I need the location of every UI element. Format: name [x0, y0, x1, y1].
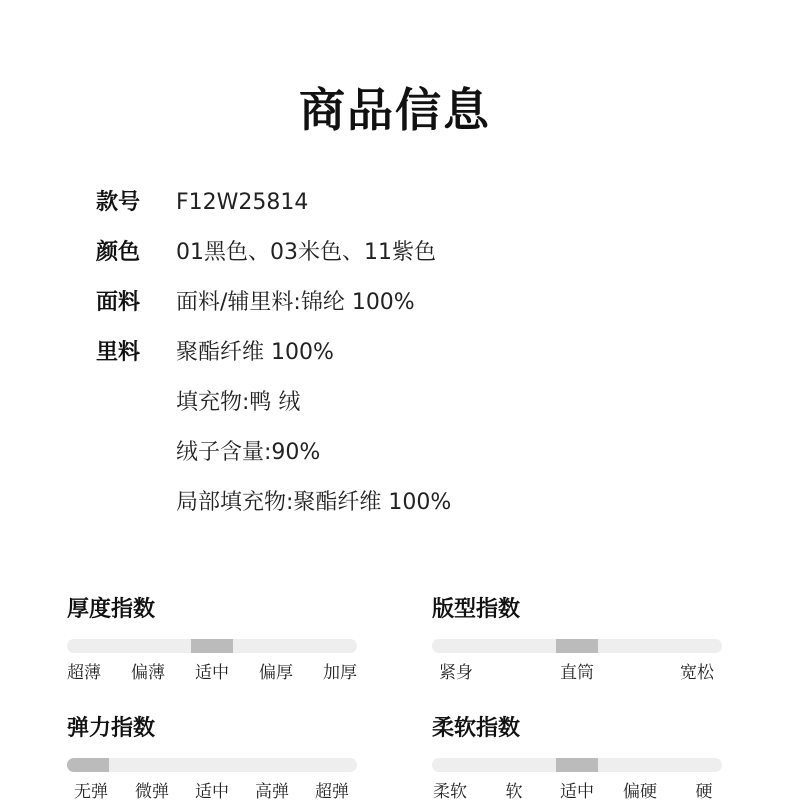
index-track	[67, 639, 357, 653]
index-ticks	[67, 780, 357, 804]
index-title: 柔软指数	[432, 716, 521, 741]
index-tick: 适中	[195, 663, 229, 683]
index-track	[432, 639, 722, 653]
info-value: 聚酯纤维 100%	[176, 340, 334, 365]
index-selected-segment	[556, 758, 598, 772]
info-value: 01黑色、03米色、11紫色	[176, 240, 436, 265]
index-tick: 偏薄	[131, 663, 165, 683]
index-tick: 超薄	[67, 663, 101, 683]
info-value: 填充物:鸭 绒	[176, 390, 301, 415]
info-value: 局部填充物:聚酯纤维 100%	[176, 490, 452, 515]
info-label: 面料	[96, 290, 141, 315]
index-title: 弹力指数	[67, 716, 156, 741]
index-tick: 适中	[195, 782, 229, 802]
info-value: 面料/辅里料:锦纶 100%	[176, 290, 415, 315]
index-tick: 高弹	[255, 782, 289, 802]
index-tick: 软	[505, 782, 523, 802]
index-tick: 加厚	[323, 663, 357, 683]
index-tick: 紧身	[439, 663, 473, 683]
index-tick: 适中	[560, 782, 594, 802]
index-track	[432, 758, 722, 772]
index-selected-segment	[67, 758, 109, 772]
index-selected-segment	[191, 639, 233, 653]
info-label: 里料	[96, 340, 141, 365]
info-label: 款号	[96, 190, 141, 215]
index-tick: 超弹	[315, 782, 349, 802]
info-value: F12W25814	[176, 190, 309, 215]
index-tick: 直筒	[560, 663, 594, 683]
index-tick: 偏硬	[623, 782, 657, 802]
index-tick: 微弹	[135, 782, 169, 802]
index-title: 厚度指数	[67, 597, 156, 622]
index-track	[67, 758, 357, 772]
index-ticks	[432, 780, 722, 804]
index-selected-segment	[556, 639, 598, 653]
info-label: 颜色	[96, 240, 141, 265]
info-value: 绒子含量:90%	[176, 440, 321, 465]
page-title: 商品信息	[299, 83, 491, 137]
index-ticks	[432, 661, 722, 685]
index-title: 版型指数	[432, 597, 521, 622]
index-tick: 无弹	[74, 782, 108, 802]
index-tick: 宽松	[680, 663, 714, 683]
index-ticks	[67, 661, 357, 685]
index-tick: 偏厚	[259, 663, 293, 683]
index-tick: 硬	[695, 782, 713, 802]
index-tick: 柔软	[433, 782, 467, 802]
